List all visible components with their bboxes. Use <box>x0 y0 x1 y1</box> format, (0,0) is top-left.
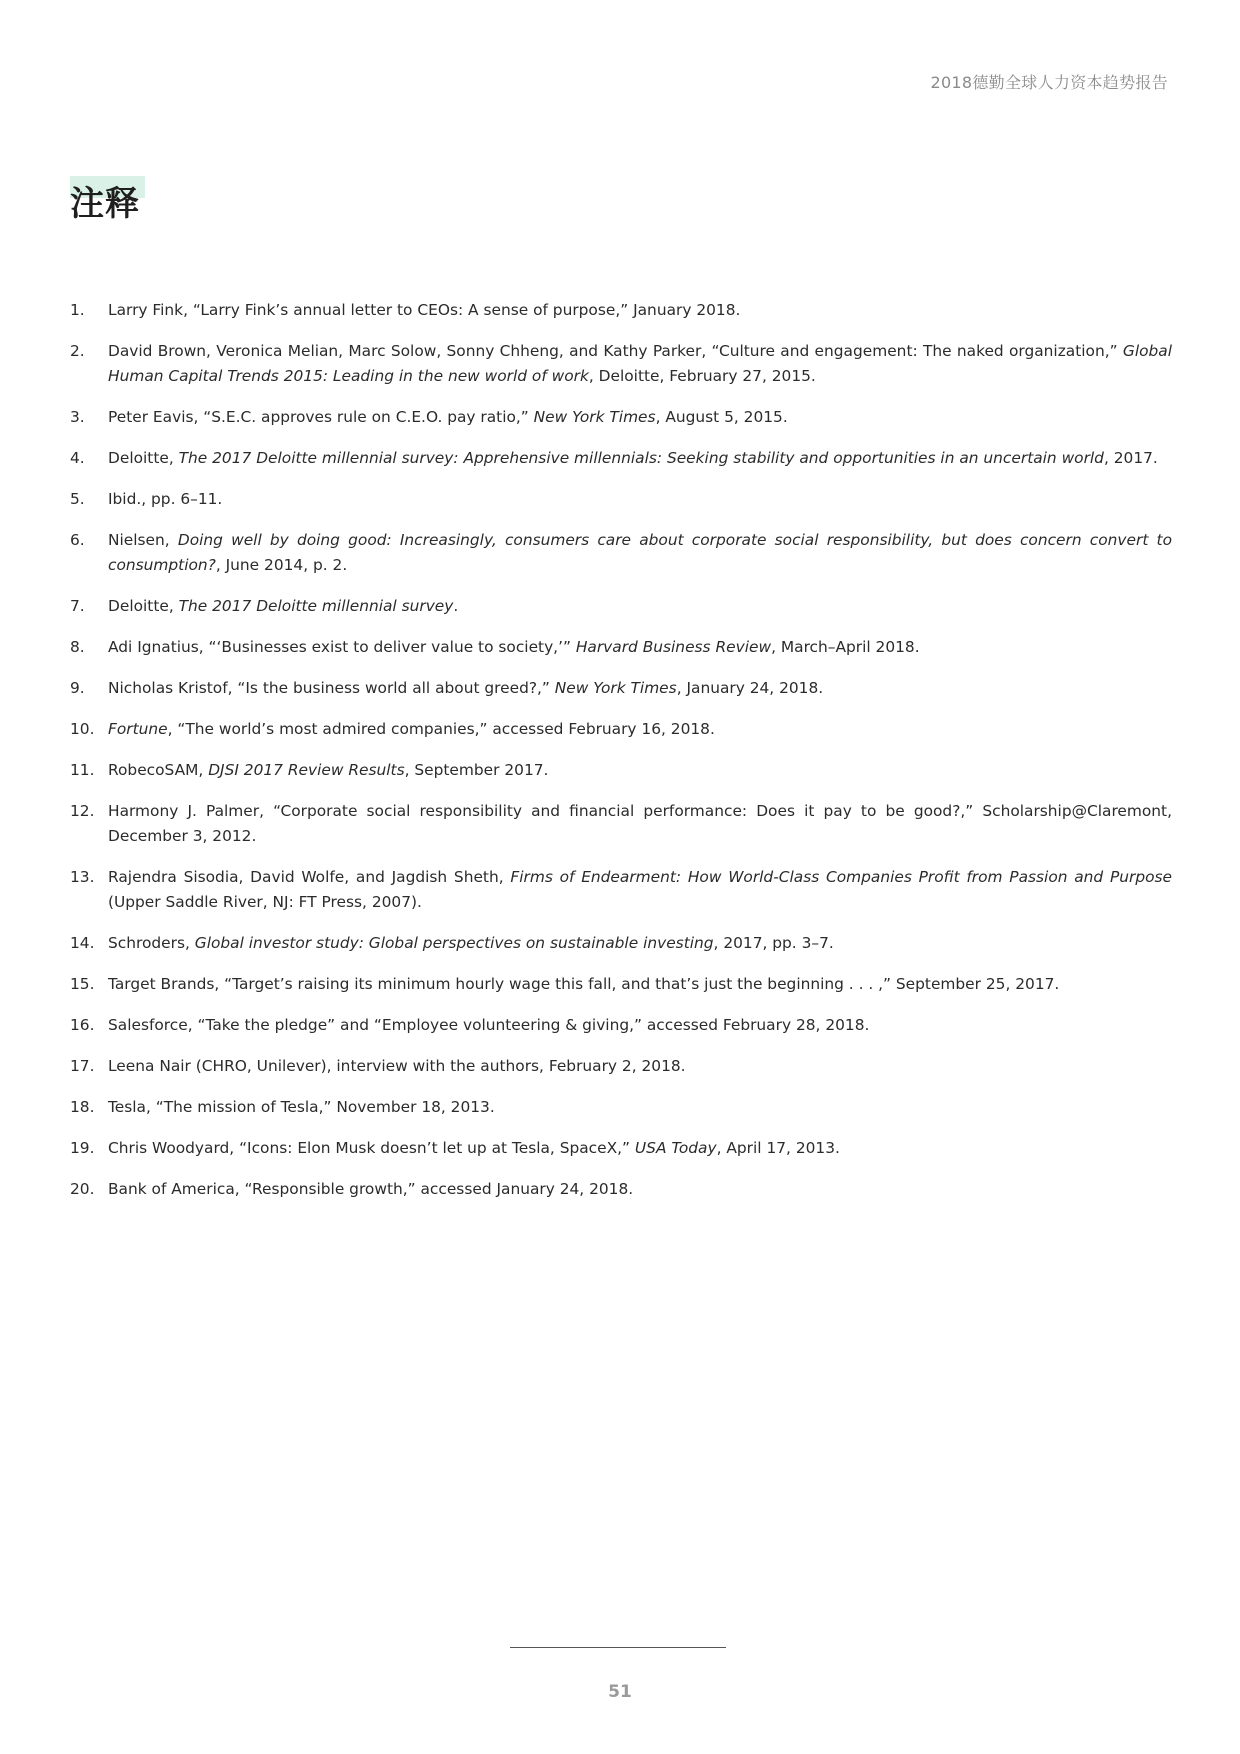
note-segment: Tesla, “The mission of Tesla,” November 18, 2013. <box>108 1098 495 1116</box>
note-number: 16. <box>70 1016 95 1034</box>
note-text <box>108 531 1172 574</box>
note-text <box>108 934 834 952</box>
footer-divider <box>510 1647 726 1648</box>
note-segment: , September 2017. <box>404 761 549 779</box>
note-title-italic: Fortune <box>108 720 168 738</box>
note-text <box>108 761 548 779</box>
note-text <box>108 638 920 656</box>
note-title-italic: Global Human Capital Trends 2015: Leading in the new world of work <box>108 342 1172 385</box>
note-item <box>70 717 1172 742</box>
note-segment: , June 2014, p. 2. <box>215 556 348 574</box>
note-number: 1. <box>70 301 85 319</box>
note-text <box>108 868 1172 911</box>
note-title-italic: New York Times <box>554 679 677 697</box>
running-header: 2018德勤全球人力资本趋势报告 <box>930 73 1168 92</box>
note-text <box>108 597 458 615</box>
note-segment: , January 24, 2018. <box>676 679 824 697</box>
note-title-italic: DJSI 2017 Review Results <box>208 761 405 779</box>
note-segment: David Brown, Veronica Melian, Marc Solow, Sonny Chheng, and Kathy Parker, “Culture and engagement: The naked organization,” <box>108 342 1123 360</box>
note-segment: . <box>453 597 459 615</box>
note-number: 14. <box>70 934 95 952</box>
note-number: 5. <box>70 490 85 508</box>
note-title-italic: The 2017 Deloitte millennial survey: Apprehensive millennials: Seeking stability and opportunities in an uncertain world <box>178 449 1104 467</box>
note-item <box>70 1054 1172 1079</box>
note-title-italic: Firms of Endearment: How World-Class Companies Profit from Passion and Purpose <box>510 868 1172 886</box>
note-item <box>70 405 1172 430</box>
note-number: 18. <box>70 1098 95 1116</box>
note-segment: Ibid., pp. 6–11. <box>108 490 223 508</box>
note-item <box>70 339 1172 389</box>
note-text <box>108 679 823 697</box>
note-segment: , August 5, 2015. <box>655 408 788 426</box>
note-segment: Larry Fink, “Larry Fink’s annual letter to CEOs: A sense of purpose,” January 2018. <box>108 301 741 319</box>
note-title-italic: Harvard Business Review <box>575 638 772 656</box>
notes-list <box>70 298 1172 1218</box>
note-segment: , 2017. <box>1103 449 1158 467</box>
note-text <box>108 490 222 508</box>
note-text <box>108 449 1158 467</box>
note-number: 12. <box>70 802 95 820</box>
note-number: 8. <box>70 638 85 656</box>
note-text <box>108 802 1172 845</box>
note-item <box>70 1136 1172 1161</box>
note-segment: Peter Eavis, “S.E.C. approves rule on C.E.O. pay ratio,” <box>108 408 534 426</box>
note-segment: Chris Woodyard, “Icons: Elon Musk doesn’t let up at Tesla, SpaceX,” <box>108 1139 635 1157</box>
note-title-italic: The 2017 Deloitte millennial survey <box>178 597 454 615</box>
note-item <box>70 635 1172 660</box>
note-item <box>70 799 1172 849</box>
note-segment: Deloitte, <box>108 449 179 467</box>
note-segment: RobecoSAM, <box>108 761 209 779</box>
note-segment: Rajendra Sisodia, David Wolfe, and Jagdish Sheth, <box>108 868 511 886</box>
note-item <box>70 594 1172 619</box>
note-item <box>70 528 1172 578</box>
note-text <box>108 975 1059 993</box>
note-number: 10. <box>70 720 95 738</box>
note-number: 11. <box>70 761 95 779</box>
note-segment: , Deloitte, February 27, 2015. <box>588 367 816 385</box>
note-number: 19. <box>70 1139 95 1157</box>
note-item <box>70 298 1172 323</box>
note-item <box>70 1177 1172 1202</box>
note-number: 2. <box>70 342 85 360</box>
title-block <box>70 176 140 224</box>
note-item <box>70 487 1172 512</box>
note-text <box>108 408 788 426</box>
note-segment: Bank of America, “Responsible growth,” accessed January 24, 2018. <box>108 1180 634 1198</box>
note-title-italic: Doing well by doing good: Increasingly, consumers care about corporate social responsibility, but does concern convert to consumption? <box>108 531 1173 574</box>
note-item <box>70 972 1172 997</box>
note-number: 15. <box>70 975 95 993</box>
note-text <box>108 1057 686 1075</box>
note-segment: , “The world’s most admired companies,” accessed February 16, 2018. <box>167 720 715 738</box>
note-number: 13. <box>70 868 95 886</box>
note-item <box>70 1095 1172 1120</box>
note-title-italic: Global investor study: Global perspectives on sustainable investing <box>194 934 714 952</box>
note-title-italic: USA Today <box>634 1139 717 1157</box>
note-segment: , 2017, pp. 3–7. <box>713 934 834 952</box>
note-segment: Nielsen, <box>108 531 178 549</box>
note-text <box>108 720 715 738</box>
note-segment: Harmony J. Palmer, “Corporate social responsibility and financial performance: Does it pay to be good?,” Scholarship@Claremont, December 3, 2012. <box>108 802 1172 845</box>
note-item <box>70 446 1172 471</box>
note-item <box>70 931 1172 956</box>
note-segment: , April 17, 2013. <box>716 1139 840 1157</box>
page-number: 51 <box>608 1682 632 1702</box>
note-number: 20. <box>70 1180 95 1198</box>
note-number: 6. <box>70 531 85 549</box>
note-segment: (Upper Saddle River, NJ: FT Press, 2007). <box>108 893 422 911</box>
note-item <box>70 758 1172 783</box>
note-segment: Nicholas Kristof, “Is the business world all about greed?,” <box>108 679 555 697</box>
note-item <box>70 1013 1172 1038</box>
note-text <box>108 342 1172 385</box>
note-title-italic: New York Times <box>533 408 656 426</box>
note-text <box>108 1098 495 1116</box>
note-segment: Leena Nair (CHRO, Unilever), interview with the authors, February 2, 2018. <box>108 1057 686 1075</box>
note-segment: Adi Ignatius, “‘Businesses exist to deliver value to society,’” <box>108 638 576 656</box>
note-text <box>108 1139 840 1157</box>
note-text <box>108 301 740 319</box>
note-text <box>108 1180 633 1198</box>
note-text <box>108 1016 869 1034</box>
note-number: 17. <box>70 1057 95 1075</box>
note-item <box>70 676 1172 701</box>
note-item <box>70 865 1172 915</box>
note-number: 9. <box>70 679 85 697</box>
note-segment: , March–April 2018. <box>771 638 920 656</box>
note-segment: Target Brands, “Target’s raising its minimum hourly wage this fall, and that’s just the beginning . . . ,” September 25, 2017. <box>108 975 1060 993</box>
note-segment: Schroders, <box>108 934 195 952</box>
note-number: 4. <box>70 449 85 467</box>
note-number: 3. <box>70 408 85 426</box>
note-segment: Deloitte, <box>108 597 179 615</box>
note-segment: Salesforce, “Take the pledge” and “Employee volunteering & giving,” accessed February 28, 2018. <box>108 1016 870 1034</box>
note-number: 7. <box>70 597 85 615</box>
page-title: 注释 <box>70 184 140 224</box>
